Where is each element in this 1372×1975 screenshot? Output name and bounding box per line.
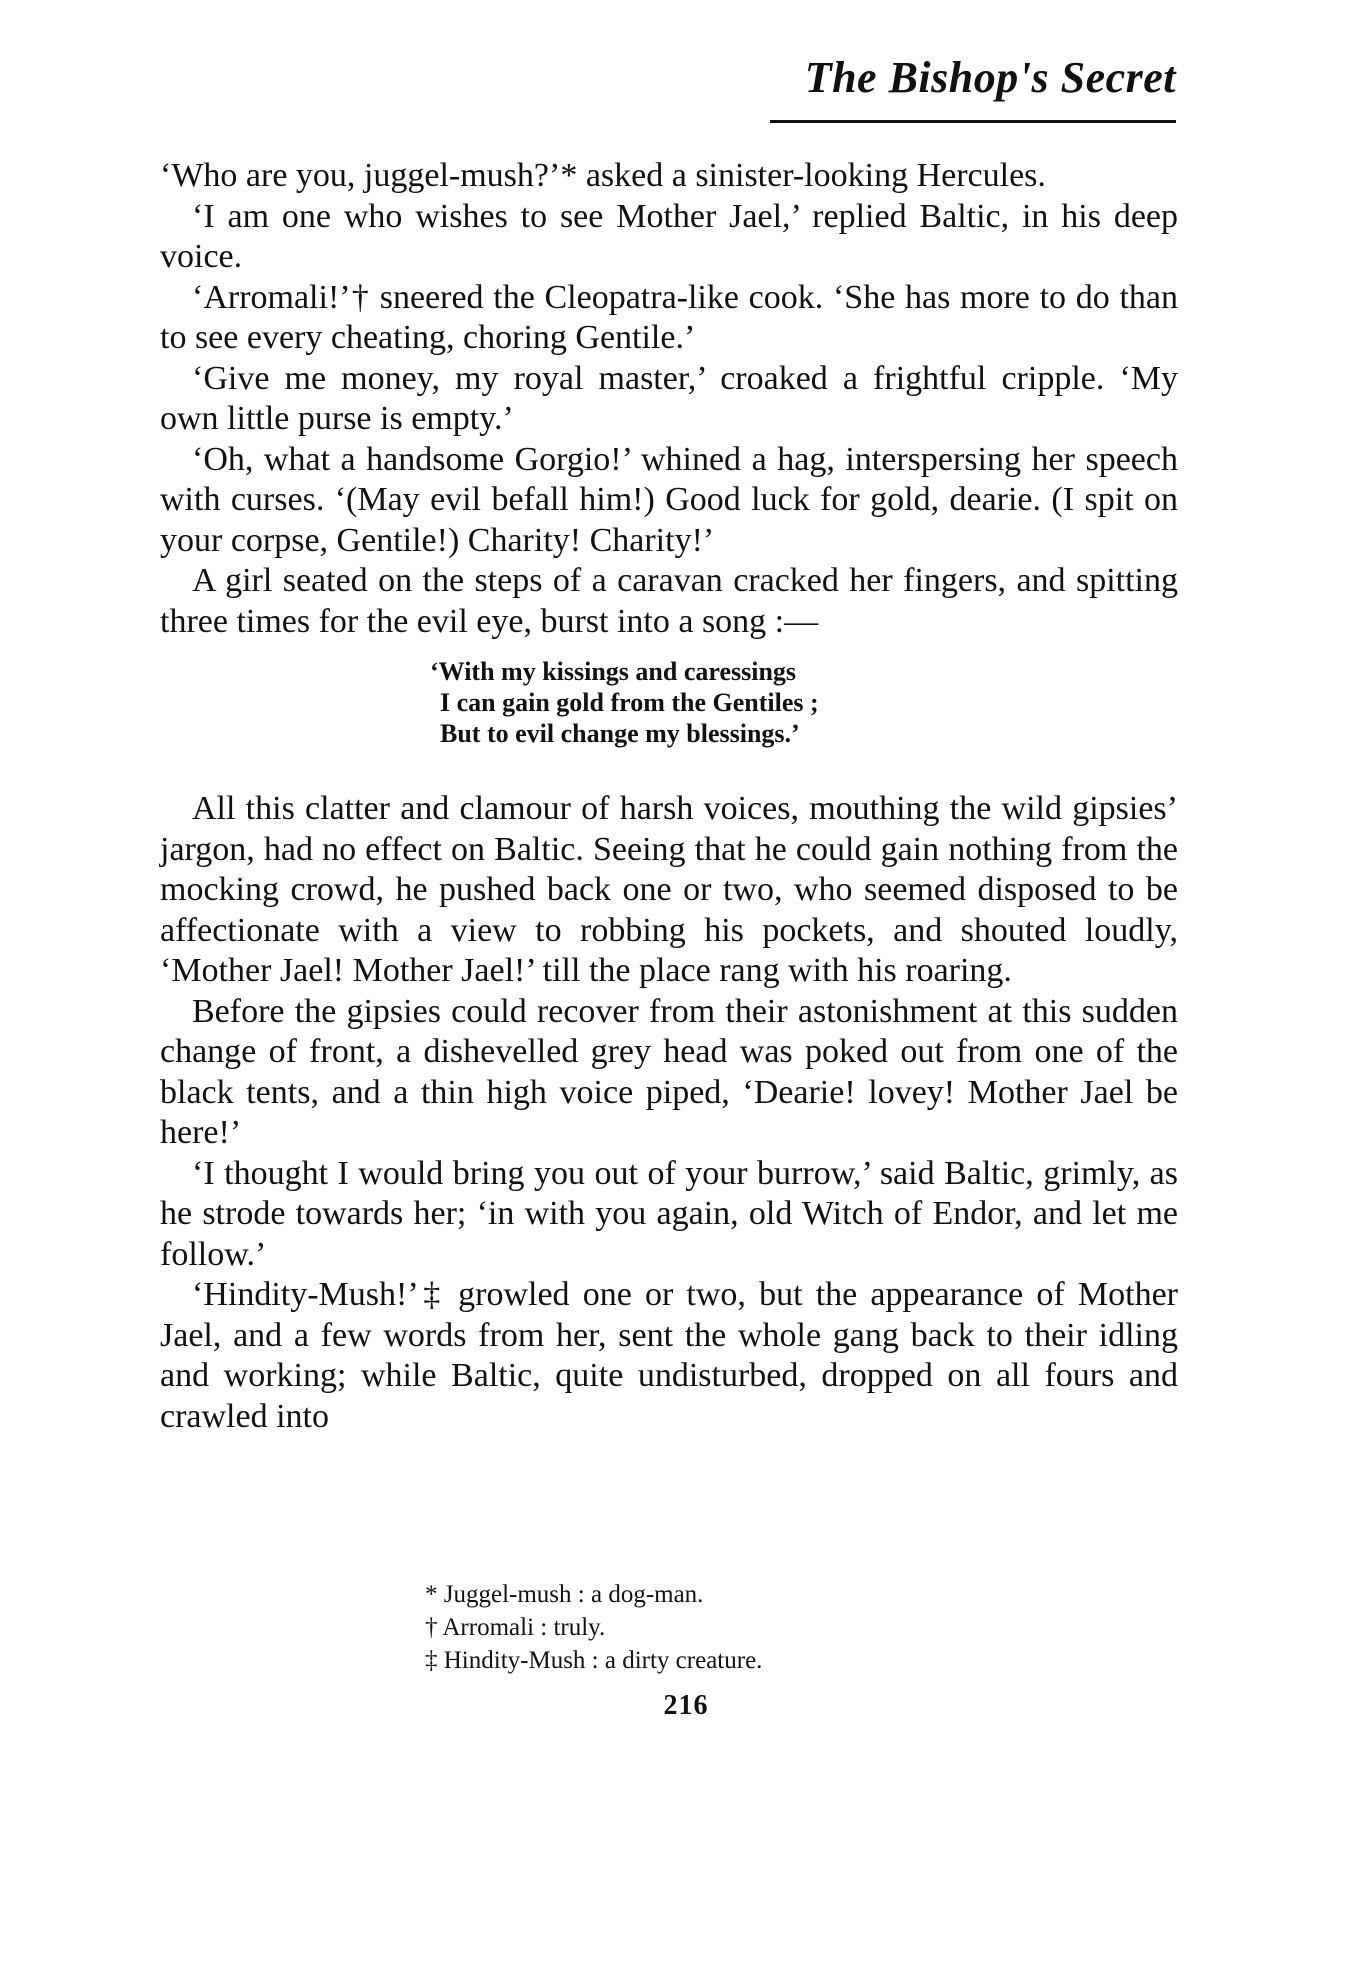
paragraph: A girl seated on the steps of a caravan cracked her fingers, and spitting three times for the evil eye, burst into a song :—: [160, 562, 1178, 640]
body-text: [160, 156, 1178, 1437]
footnote: * Juggel-mush : a dog-man.: [425, 1581, 704, 1608]
running-head: The Bishop's Secret: [804, 53, 1176, 102]
paragraph: ‘I am one who wishes to see Mother Jael,’ replied Baltic, in his deep voice.: [160, 197, 1178, 275]
paragraph: ‘I thought I would bring you out of your burrow,’ said Baltic, grimly, as he strode towards her; ‘in with you again, old Witch of Endor, and let me follow.’: [160, 1154, 1178, 1273]
song-verse: [160, 656, 1178, 749]
verse-line: ‘With my kissings and caressings: [430, 657, 797, 686]
paragraph: Before the gipsies could recover from their astonishment at this sudden change of front, a dishevelled grey head was poked out from one of the black tents, and a thin high voice piped, ‘Dearie! lovey! Mother Jael be here!’: [160, 992, 1178, 1151]
paragraph: ‘Oh, what a handsome Gorgio!’ whined a hag, interspersing her speech with curses. ‘(May evil befall him!) Good luck for gold, dearie. (I spit on your corpse, Gentile!) Charity! Charity!’: [160, 440, 1178, 559]
paragraph: ‘Give me money, my royal master,’ croaked a frightful cripple. ‘My own little purse is empty.’: [160, 359, 1178, 437]
footnotes: [425, 1578, 762, 1677]
paragraph: ‘Who are you, juggel-mush?’* asked a sinister-looking Hercules.: [160, 157, 1046, 194]
verse-line: I can gain gold from the Gentiles ;: [440, 688, 819, 717]
page-number: 216: [663, 1690, 709, 1721]
footnote: ‡ Hindity-Mush : a dirty creature.: [425, 1647, 763, 1674]
verse-line: But to evil change my blessings.’: [440, 719, 800, 748]
paragraph: ‘Arromali!’† sneered the Cleopatra-like cook. ‘She has more to do than to see every cheating, choring Gentile.’: [160, 278, 1178, 356]
footnote: † Arromali : truly.: [425, 1614, 606, 1641]
paragraph: ‘Hindity-Mush!’‡ growled one or two, but the appearance of Mother Jael, and a few words from her, sent the whole gang back to their idling and working; while Baltic, quite undisturbed, dropped on all fours and crawled into: [160, 1276, 1178, 1435]
paragraph: All this clatter and clamour of harsh voices, mouthing the wild gipsies’ jargon, had no effect on Baltic. Seeing that he could gain nothing from the mocking crowd, he pushed back one or two, who seemed disposed to be affectionate with a view to robbing his pockets, and shouted loudly, ‘Mother Jael! Mother Jael!’ till the place rang with his roaring.: [160, 790, 1178, 989]
header-rule: [770, 120, 1176, 123]
